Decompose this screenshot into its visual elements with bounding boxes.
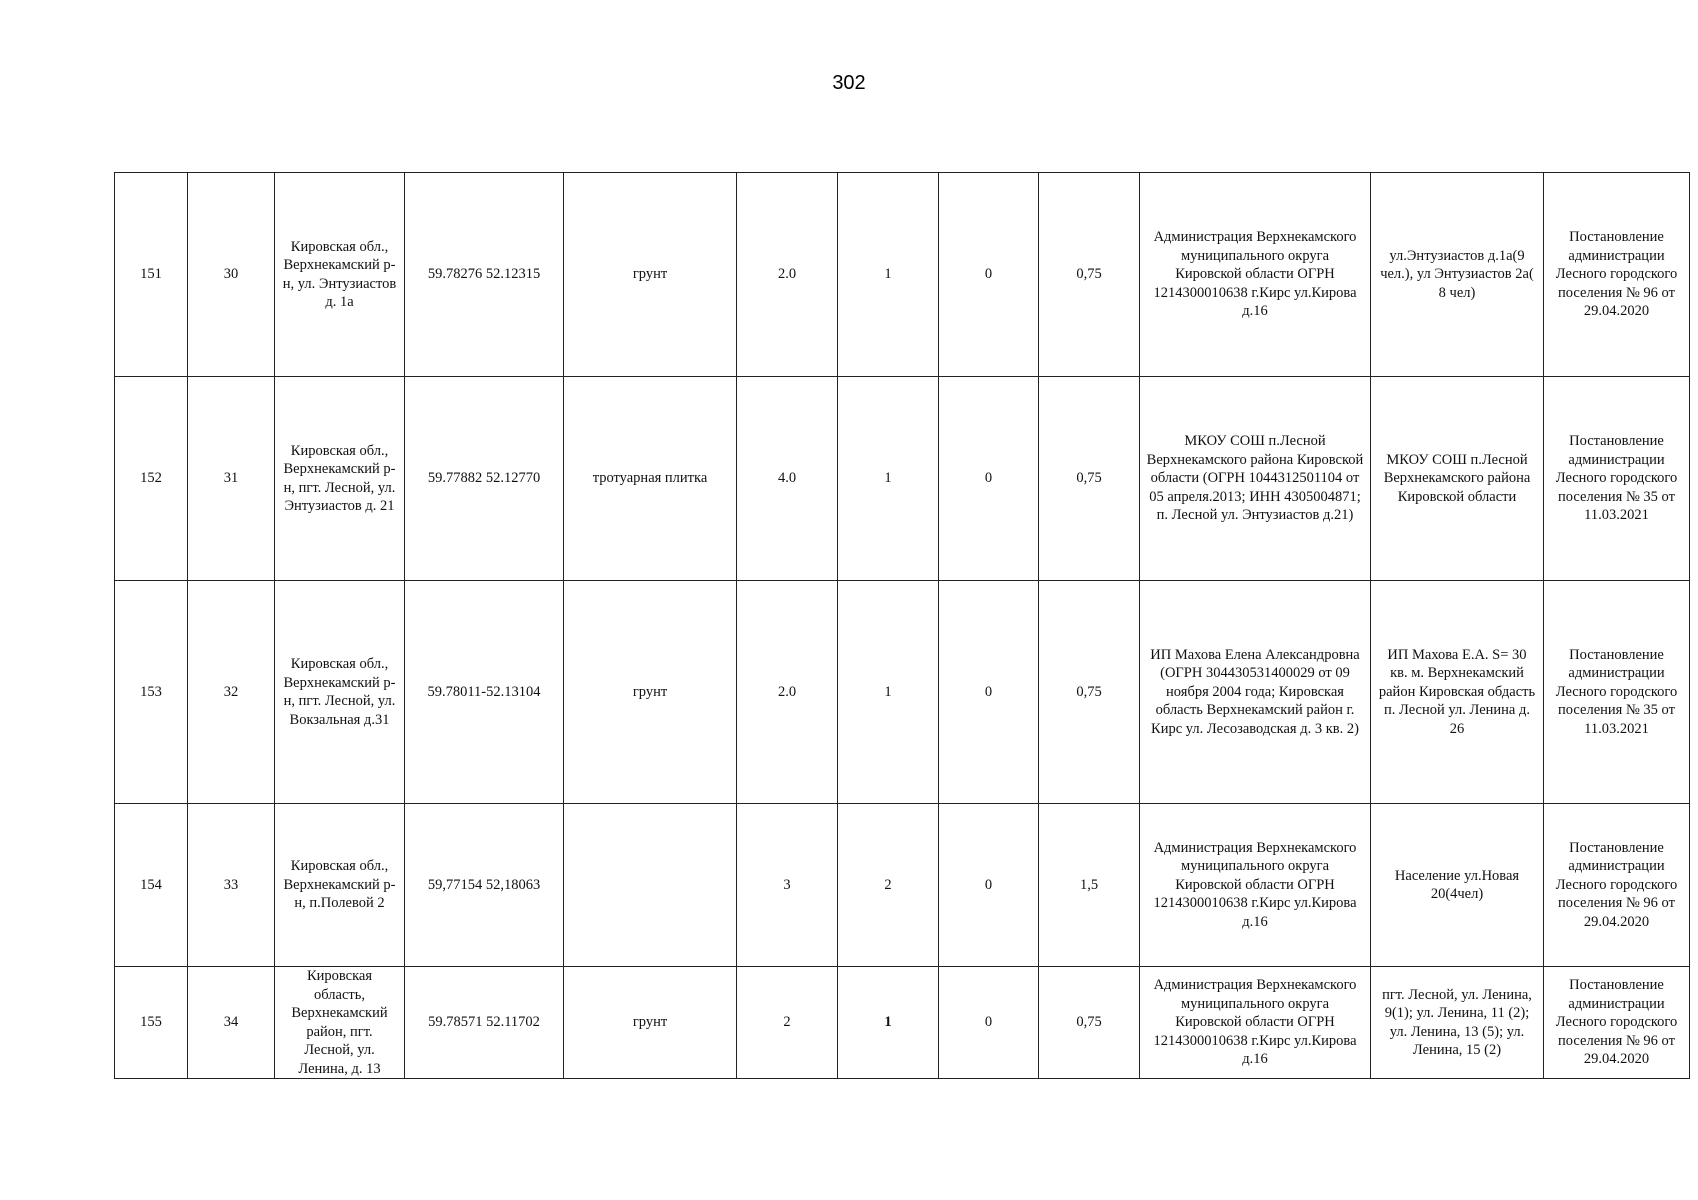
- table-row: [115, 581, 1690, 804]
- row-number: 154: [115, 804, 188, 967]
- waste-sources: ул.Энтузиастов д.1а(9 чел.), ул Энтузиастов 2а( 8 чел): [1371, 173, 1544, 377]
- site-number: 30: [188, 173, 275, 377]
- row-number: 152: [115, 377, 188, 581]
- legal-document: Постановление администрации Лесного городского поселения № 96 от 29.04.2020: [1544, 173, 1690, 377]
- planned-containers: 0: [939, 377, 1039, 581]
- site-number: 31: [188, 377, 275, 581]
- waste-sources: Население ул.Новая 20(4чел): [1371, 804, 1544, 967]
- site-coordinates: 59.78276 52.12315: [405, 173, 564, 377]
- surface-type: грунт: [564, 967, 737, 1079]
- container-count: 1: [838, 173, 939, 377]
- site-coordinates: 59.78011-52.13104: [405, 581, 564, 804]
- page-number: 302: [832, 72, 866, 94]
- site-owner: ИП Махова Елена Александровна (ОГРН 304430531400029 от 09 ноября 2004 года; Кировская область Верхнекамский район г. Кирс ул. Лесозаводская д. 3 кв. 2): [1140, 581, 1371, 804]
- row-number: 153: [115, 581, 188, 804]
- site-coordinates: 59.77882 52.12770: [405, 377, 564, 581]
- site-area: 3: [737, 804, 838, 967]
- table-row: [115, 377, 1690, 581]
- legal-document: Постановление администрации Лесного городского поселения № 96 от 29.04.2020: [1544, 967, 1690, 1079]
- site-area: 2: [737, 967, 838, 1079]
- planned-containers: 0: [939, 804, 1039, 967]
- container-volume: 1,5: [1039, 804, 1140, 967]
- site-owner: Администрация Верхнекамского муниципального округа Кировской области ОГРН 1214300010638 г.Кирс ул.Кирова д.16: [1140, 967, 1371, 1079]
- container-volume: 0,75: [1039, 581, 1140, 804]
- site-coordinates: 59,77154 52,18063: [405, 804, 564, 967]
- container-volume: 0,75: [1039, 967, 1140, 1079]
- site-address: Кировская обл., Верхнекамский р-н, пгт. Лесной, ул. Энтузиастов д. 21: [275, 377, 405, 581]
- site-owner: МКОУ СОШ п.Лесной Верхнекамского района Кировской области (ОГРН 1044312501104 от 05 апреля.2013; ИНН 4305004871; п. Лесной ул. Энтузиастов д.21): [1140, 377, 1371, 581]
- site-address: Кировская обл., Верхнекамский р-н, пгт. Лесной, ул. Вокзальная д.31: [275, 581, 405, 804]
- container-count: 1: [838, 377, 939, 581]
- waste-sources: МКОУ СОШ п.Лесной Верхнекамского района Кировской области: [1371, 377, 1544, 581]
- site-address: Кировская обл., Верхнекамский р-н, ул. Энтузиастов д. 1а: [275, 173, 405, 377]
- row-number: 151: [115, 173, 188, 377]
- surface-type: грунт: [564, 581, 737, 804]
- planned-containers: 0: [939, 581, 1039, 804]
- site-address: Кировская обл., Верхнекамский р-н, п.Полевой 2: [275, 804, 405, 967]
- table-row: [115, 967, 1690, 1079]
- site-number: 33: [188, 804, 275, 967]
- waste-sources: пгт. Лесной, ул. Ленина, 9(1); ул. Ленина, 11 (2); ул. Ленина, 13 (5); ул. Ленина, 15 (2): [1371, 967, 1544, 1079]
- waste-sources: ИП Махова Е.А. S= 30 кв. м. Верхнекамский район Кировская обдасть п. Лесной ул. Ленина д. 26: [1371, 581, 1544, 804]
- site-address: Кировская область, Верхнекамский район, пгт. Лесной, ул. Ленина, д. 13: [275, 967, 405, 1079]
- surface-type: грунт: [564, 173, 737, 377]
- container-count: 1: [838, 581, 939, 804]
- site-owner: Администрация Верхнекамского муниципального округа Кировской области ОГРН 1214300010638 г.Кирс ул.Кирова д.16: [1140, 173, 1371, 377]
- site-area: 2.0: [737, 581, 838, 804]
- surface-type: тротуарная плитка: [564, 377, 737, 581]
- planned-containers: 0: [939, 967, 1039, 1079]
- legal-document: Постановление администрации Лесного городского поселения № 35 от 11.03.2021: [1544, 581, 1690, 804]
- legal-document: Постановление администрации Лесного городского поселения № 96 от 29.04.2020: [1544, 804, 1690, 967]
- waste-sites-table: [114, 172, 1690, 1079]
- surface-type: [564, 804, 737, 967]
- site-coordinates: 59.78571 52.11702: [405, 967, 564, 1079]
- planned-containers: 0: [939, 173, 1039, 377]
- site-number: 32: [188, 581, 275, 804]
- table-row: [115, 173, 1690, 377]
- container-count: 2: [838, 804, 939, 967]
- site-area: 4.0: [737, 377, 838, 581]
- container-volume: 0,75: [1039, 377, 1140, 581]
- row-number: 155: [115, 967, 188, 1079]
- site-area: 2.0: [737, 173, 838, 377]
- table-row: [115, 804, 1690, 967]
- site-owner: Администрация Верхнекамского муниципального округа Кировской области ОГРН 1214300010638 г.Кирс ул.Кирова д.16: [1140, 804, 1371, 967]
- legal-document: Постановление администрации Лесного городского поселения № 35 от 11.03.2021: [1544, 377, 1690, 581]
- container-volume: 0,75: [1039, 173, 1140, 377]
- container-count: 1: [838, 967, 939, 1079]
- site-number: 34: [188, 967, 275, 1079]
